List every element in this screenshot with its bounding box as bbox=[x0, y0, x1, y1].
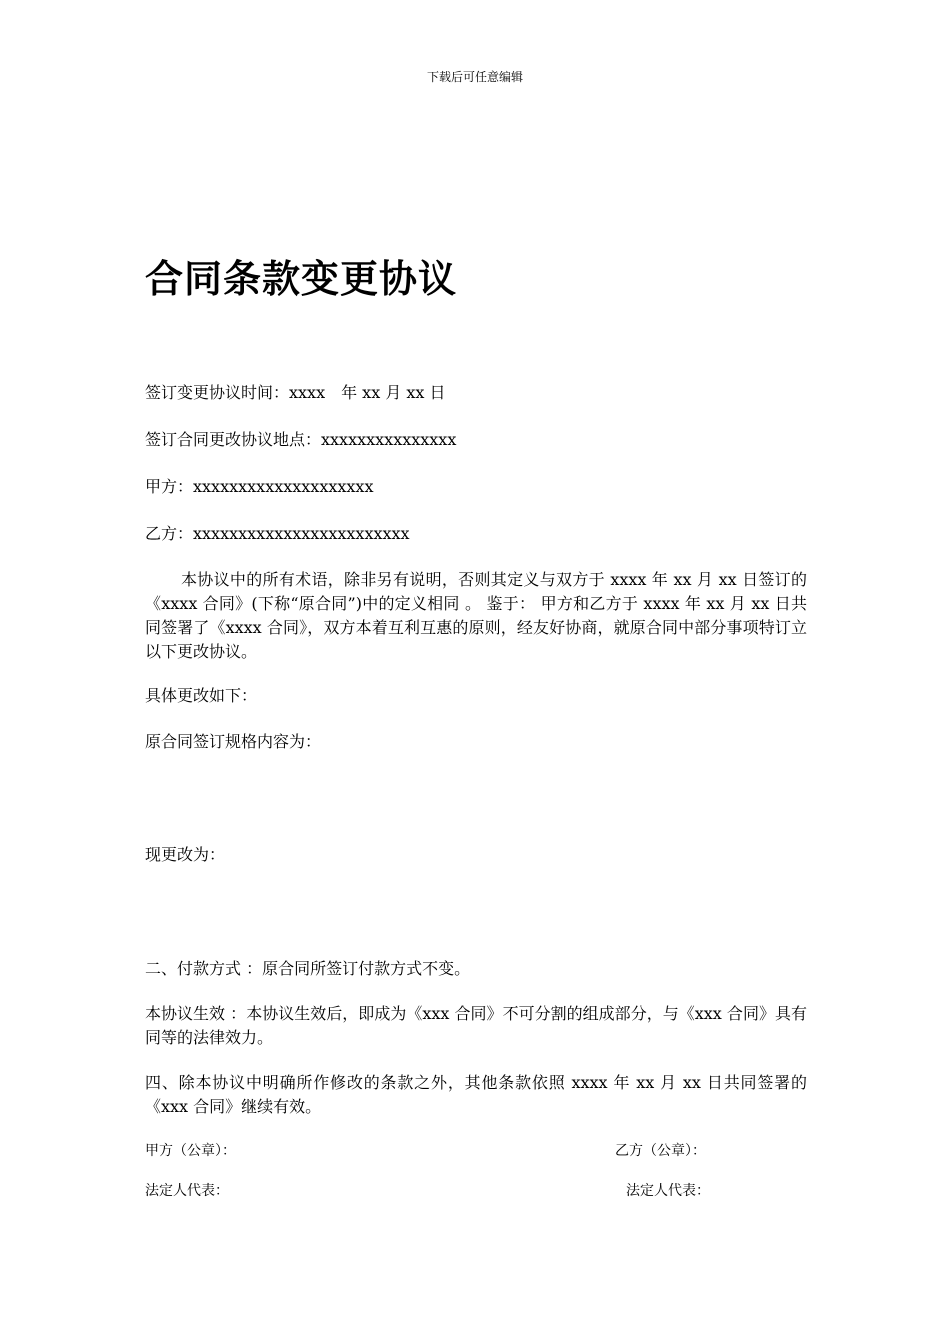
download-note: 下载后可任意编辑 bbox=[426, 70, 523, 84]
document-title: 合同条款变更协议 bbox=[145, 257, 458, 301]
changed-to-label: 现更改为： bbox=[145, 845, 226, 864]
payment-clause: 二、付款方式 ：原合同所签订付款方式不变。 bbox=[145, 959, 471, 978]
effectiveness-clause: 本协议生效 ：本协议生效后，即成为《xxx 合同》不可分割的组成部分，与《xxx 合同》具有同等的法律效力。 bbox=[145, 1004, 807, 1047]
sign-place-field: 签订合同更改协议地点：xxxxxxxxxxxxxxx bbox=[145, 430, 457, 449]
party-a-field: 甲方：xxxxxxxxxxxxxxxxxxxx bbox=[145, 477, 374, 496]
party-b-field: 乙方：xxxxxxxxxxxxxxxxxxxxxxxx bbox=[145, 524, 410, 543]
original-content-label: 原合同签订规格内容为： bbox=[145, 732, 322, 751]
party-a-representative: 法定人代表： bbox=[145, 1183, 229, 1199]
party-a-seal: 甲方（公章）： bbox=[145, 1143, 236, 1159]
clause-four: 四、除本协议中明确所作修改的条款之外，其他条款依照 xxxx 年 xx 月 xx 日共同签署的《xxx 合同》继续有效。 bbox=[145, 1073, 807, 1116]
changes-heading: 具体更改如下： bbox=[145, 686, 258, 705]
sign-time-field: 签订变更协议时间：xxxx 年 xx 月 xx 日 bbox=[145, 383, 446, 402]
party-b-representative: 法定人代表： bbox=[626, 1183, 710, 1199]
intro-paragraph: 本协议中的所有术语，除非另有说明，否则其定义与双方于 xxxx 年 xx 月 xx 日签订的《xxxx 合同》(下称“原合同”)中的定义相同 。 鉴于： 甲方和乙方于 xxxx 年 xx 月 xx 日共同签署了《xxxx 合同》，双方本着互利互惠的原则，经友好协商，就原合同中部分事项特订立以下更改协议。 bbox=[145, 570, 807, 661]
party-b-seal: 乙方（公章）： bbox=[615, 1143, 706, 1159]
